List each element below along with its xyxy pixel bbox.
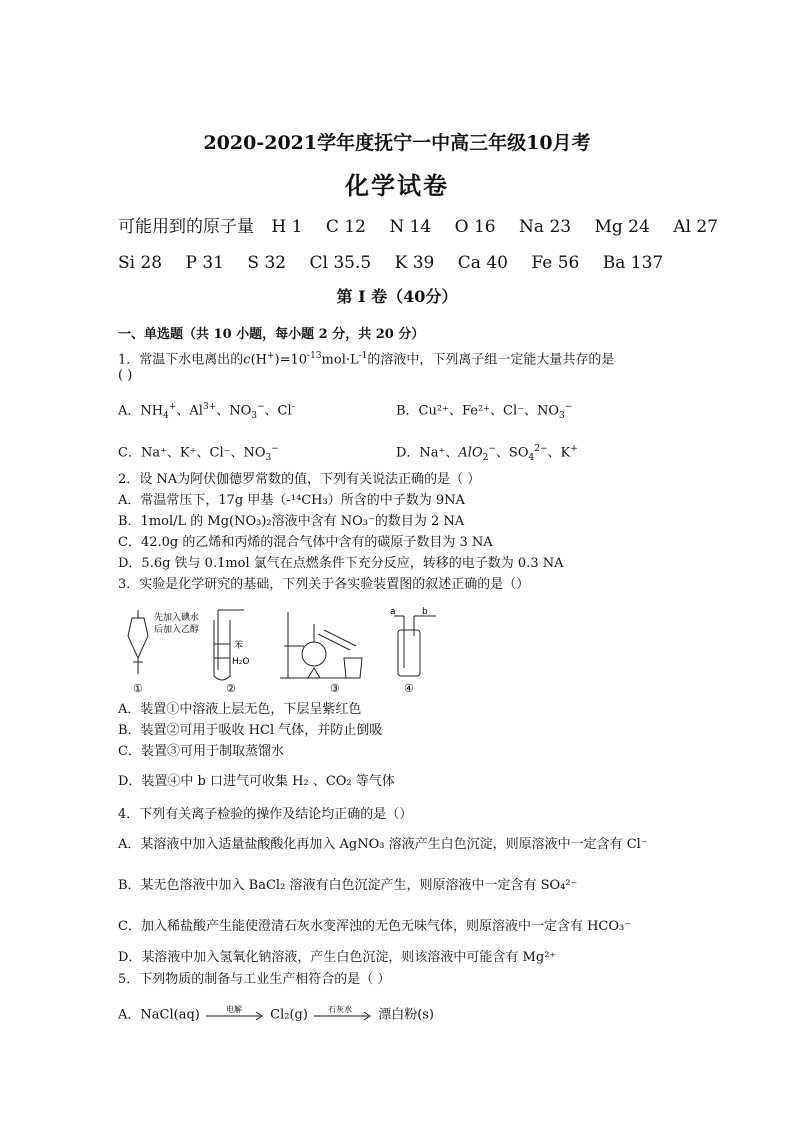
question-1-paren: ( ) (118, 368, 133, 383)
arrow-condition: 石灰水 (328, 1005, 353, 1014)
q2-option-c: C．42.0g 的乙烯和丙烯的混合气体中含有的碳原子数目为 3 NA (118, 535, 493, 550)
atomic-mass: Fe 56 (531, 253, 580, 273)
question-1-stem: 1．常温下水电离出的$c(H^+)=10^{-13}mol\cdot L^{-1}$的溶液中，下列离子组一定能大量共存的是 (118, 351, 615, 368)
fig-text: 苯 (234, 641, 244, 651)
apparatus-diagram (118, 606, 448, 696)
fig-text: a (390, 607, 396, 617)
q4-option-d: D．某溶液中加入氢氧化钠溶液，产生白色沉淀，则该溶液中可能含有 Mg²⁺ (118, 950, 557, 965)
option-label: C．Na⁺、K⁺、Cl⁻、 (118, 445, 244, 461)
q1-option-b: B．Cu²⁺、Fe²⁺、Cl⁻、$NO_3^-$ (396, 402, 573, 421)
separatory-funnel-icon (128, 610, 148, 674)
option-label: B．Cu²⁺、Fe²⁺、Cl⁻、 (396, 403, 537, 419)
question-2-stem: 2．设 NA为阿伏伽德罗常数的值，下列有关说法正确的是（ ） (118, 472, 481, 487)
fig-text: b (422, 607, 428, 617)
atomic-mass: H 1 (271, 217, 303, 237)
distillation-apparatus-icon (280, 612, 362, 678)
gas-bottle-icon (394, 616, 436, 676)
atomic-mass-line-1 (118, 212, 718, 237)
q1-option-d: D．Na⁺、AlO$_2$−、$SO_4^{2-}$、K+ (396, 444, 578, 463)
reaction-arrow (204, 1002, 266, 1028)
q1-option-c: C．Na⁺、K⁺、Cl⁻、$NO_3^-$ (118, 444, 279, 463)
q3-option-b: B．装置②可用于吸收 HCl 气体，并防止倒吸 (118, 723, 383, 738)
question-5-stem: 5．下列物质的制备与工业生产相符合的是（ ） (118, 972, 391, 987)
reaction-species: A．NaCl(aq) (118, 1007, 200, 1023)
q4-option-b: B．某无色溶液中加入 BaCl₂ 溶液有白色沉淀产生，则原溶液中一定含有 SO₄²⁻ (118, 878, 578, 893)
reaction-arrow (312, 1002, 374, 1028)
q1-stem-part: 1．常温下水电离出的 (118, 352, 244, 368)
fig-label: ① (133, 682, 143, 695)
atomic-mass: K 39 (394, 253, 435, 273)
q3-option-c: C．装置③可用于制取蒸馏水 (118, 744, 284, 759)
atomic-mass-line-2 (118, 253, 663, 273)
option-label: A． (118, 403, 141, 419)
q1-stem-part: 的溶液中，下列离子组一定能大量共存的是 (367, 352, 615, 368)
atomic-mass: Ba 137 (602, 253, 664, 273)
fig-label: ④ (404, 682, 414, 695)
atomic-mass: Na 23 (519, 217, 572, 237)
atomic-mass: S 32 (247, 253, 287, 273)
reaction-species: Cl₂(g) (270, 1007, 308, 1023)
q2-option-a: A．常温常压下，17g 甲基（-¹⁴CH₃）所含的中子数为 9NA (118, 493, 465, 508)
fig-text: 后加入乙醇 (154, 625, 200, 635)
atomic-mass: Si 28 (118, 253, 163, 273)
option-label: D．Na⁺、 (396, 445, 459, 461)
fig-label: ② (226, 682, 236, 695)
arrow-condition: 电解 (225, 1005, 242, 1014)
fig-label: ③ (330, 682, 340, 695)
reaction-species: 漂白粉(s) (378, 1007, 435, 1023)
subject-title: 化学试卷 (345, 171, 449, 200)
q2-option-d: D．5.6g 铁与 0.1mol 氯气在点燃条件下充分反应，转移的电子数为 0.3 NA (118, 556, 564, 571)
apparatus-svg (118, 606, 448, 696)
atomic-mass-lead: 可能用到的原子量 (118, 217, 254, 237)
q4-option-a: A．某溶液中加入适量盐酸酸化再加入 AgNO₃ 溶液产生白色沉淀，则原溶液中一定含有 Cl⁻ (118, 837, 648, 852)
atomic-mass: O 16 (454, 217, 496, 237)
fig-text: H₂O (232, 657, 250, 667)
volume-heading: 第 I 卷（40分） (336, 287, 458, 306)
q3-option-d: D．装置④中 b 口进气可收集 H₂ 、CO₂ 等气体 (118, 774, 395, 789)
exam-title: 2020-2021学年度抚宁一中高三年级10月考 (203, 132, 591, 154)
atomic-mass: Ca 40 (457, 253, 508, 273)
q3-option-a: A．装置①中溶液上层无色，下层呈紫红色 (118, 702, 362, 717)
atomic-mass: C 12 (325, 217, 366, 237)
arrow-icon (204, 1002, 266, 1022)
atomic-mass: Mg 24 (594, 217, 650, 237)
q4-option-c: C．加入稀盐酸产生能使澄清石灰水变浑浊的无色无味气体，则原溶液中一定含有 HCO₃⁻ (118, 919, 632, 934)
atomic-mass: N 14 (389, 217, 432, 237)
atomic-mass: Cl 35.5 (309, 253, 372, 273)
fig-text: 先加入碘水 (154, 613, 200, 623)
atomic-mass: Al 27 (673, 217, 718, 237)
q2-option-b: B．1mol/L 的 Mg(NO₃)₂溶液中含有 NO₃⁻的数目为 2 NA (118, 514, 465, 529)
question-3-stem: 3．实验是化学研究的基础，下列关于各实验装置图的叙述正确的是（） (118, 577, 530, 592)
atomic-mass: P 31 (185, 253, 225, 273)
q1-option-a: A．$NH_4^+$、$Al^{3+}$、$NO_3^-$、Cl- (118, 402, 295, 421)
arrow-icon (312, 1002, 374, 1022)
section-heading: 一、单选题（共 10 小题，每小题 2 分，共 20 分） (118, 327, 425, 342)
q5-option-a (118, 1002, 434, 1028)
question-4-stem: 4．下列有关离子检验的操作及结论均正确的是（） (118, 807, 413, 822)
